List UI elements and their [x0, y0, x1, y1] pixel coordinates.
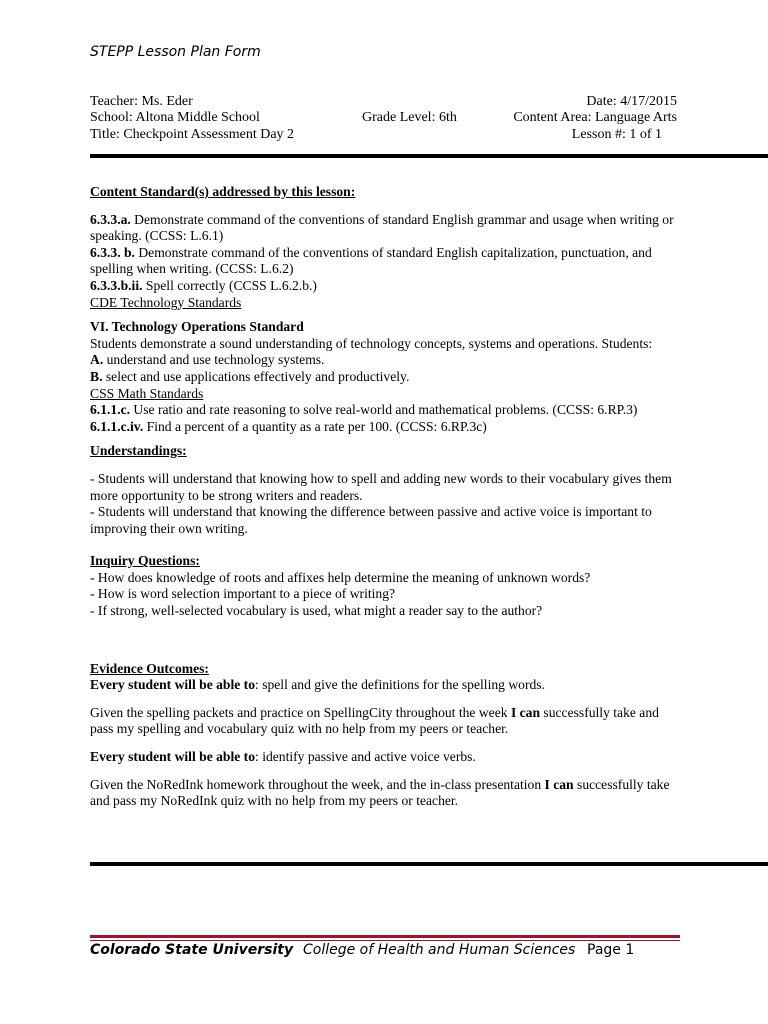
understanding-item: - Students will understand that knowing the difference between passive and active voice is important to improving their own writing.	[90, 504, 652, 536]
school-field: School: Altona Middle School	[90, 110, 260, 125]
footer-college: College of Health and Human Sciences	[303, 942, 576, 958]
standard-item	[90, 245, 680, 278]
grade-level-field: Grade Level: 6th	[362, 110, 457, 125]
teacher-field: Teacher: Ms. Eder	[90, 94, 193, 109]
standard-item	[90, 212, 680, 245]
evidence-outcome: Every student will be able to: identify passive and active voice verbs.	[90, 749, 476, 765]
standard-text: Demonstrate command of the conventions of standard English capitalization, punctuation, and spelling when writing. (CCSS: L.6.2)	[90, 244, 652, 277]
inquiry-questions-heading: Inquiry Questions:	[90, 553, 200, 569]
technology-standard-heading: VI. Technology Operations Standard	[90, 319, 304, 335]
lesson-body	[90, 184, 680, 810]
cde-technology-standards-link[interactable]: CDE Technology Standards	[90, 294, 242, 310]
standard-code: 6.1.1.c.	[90, 402, 131, 418]
standard-code: 6.3.3.b.ii.	[90, 277, 143, 293]
standard-text: Demonstrate command of the conventions of standard English grammar and usage when writing or speaking. (CCSS: L.6.1)	[90, 211, 674, 244]
i-can-statement: Given the spelling packets and practice on SpellingCity throughout the week I can successfully take and pass my spelling and vocabulary quiz with no help from my peers or teacher.	[90, 704, 659, 737]
standard-code: 6.3.3.a.	[90, 211, 131, 227]
footer-university: Colorado State University	[90, 942, 294, 958]
technology-item-b: B. select and use applications effectively and productively.	[90, 368, 410, 384]
content-area-field: Content Area: Language Arts	[513, 110, 677, 125]
date-field: Date: 4/17/2015	[586, 94, 677, 109]
inquiry-question: - How does knowledge of roots and affixes help determine the meaning of unknown words?	[90, 569, 591, 585]
lesson-number-field: Lesson #: 1 of 1	[571, 127, 662, 142]
inquiry-question: - How is word selection important to a piece of writing?	[90, 586, 396, 602]
form-title: STEPP Lesson Plan Form	[90, 44, 261, 60]
math-standard-item	[90, 419, 680, 436]
standard-text: Spell correctly (CCSS L.6.2.b.)	[142, 277, 317, 293]
technology-standard-intro: Students demonstrate a sound understanding of technology concepts, systems and operations. Students:	[90, 335, 653, 351]
css-math-standards-link[interactable]: CSS Math Standards	[90, 385, 204, 401]
standard-text: Find a percent of a quantity as a rate per 100. (CCSS: 6.RP.3c)	[143, 418, 487, 434]
i-can-statement: Given the NoRedInk homework throughout the week, and the in-class presentation I can successfully take and pass my NoRedInk quiz with no help from my peers or teacher.	[90, 776, 670, 809]
footer-page-number: Page 1	[587, 942, 635, 958]
footer-rule-thin	[90, 940, 680, 941]
header-divider	[90, 154, 768, 158]
technology-item-a: A. understand and use technology systems.	[90, 352, 325, 368]
understanding-item: - Students will understand that knowing how to spell and adding new words to their vocabulary gives them more opportunity to be strong writers and readers.	[90, 470, 672, 503]
standard-text: Use ratio and rate reasoning to solve real-world and mathematical problems. (CCSS: 6.RP.3)	[130, 402, 638, 418]
evidence-outcome: Every student will be able to: spell and give the definitions for the spelling words.	[90, 677, 545, 693]
title-field: Title: Checkpoint Assessment Day 2	[90, 127, 295, 142]
standard-code: 6.1.1.c.iv.	[90, 418, 144, 434]
footer-rule	[90, 935, 680, 938]
standard-code: 6.3.3. b.	[90, 244, 135, 260]
evidence-outcomes-heading: Evidence Outcomes:	[90, 660, 209, 676]
understandings-heading: Understandings:	[90, 443, 187, 459]
standard-item	[90, 278, 680, 295]
content-standards-heading: Content Standard(s) addressed by this lesson:	[90, 184, 356, 199]
math-standard-item	[90, 402, 680, 419]
body-end-divider	[90, 862, 768, 866]
inquiry-question: - If strong, well-selected vocabulary is used, what might a reader say to the author?	[90, 603, 543, 619]
